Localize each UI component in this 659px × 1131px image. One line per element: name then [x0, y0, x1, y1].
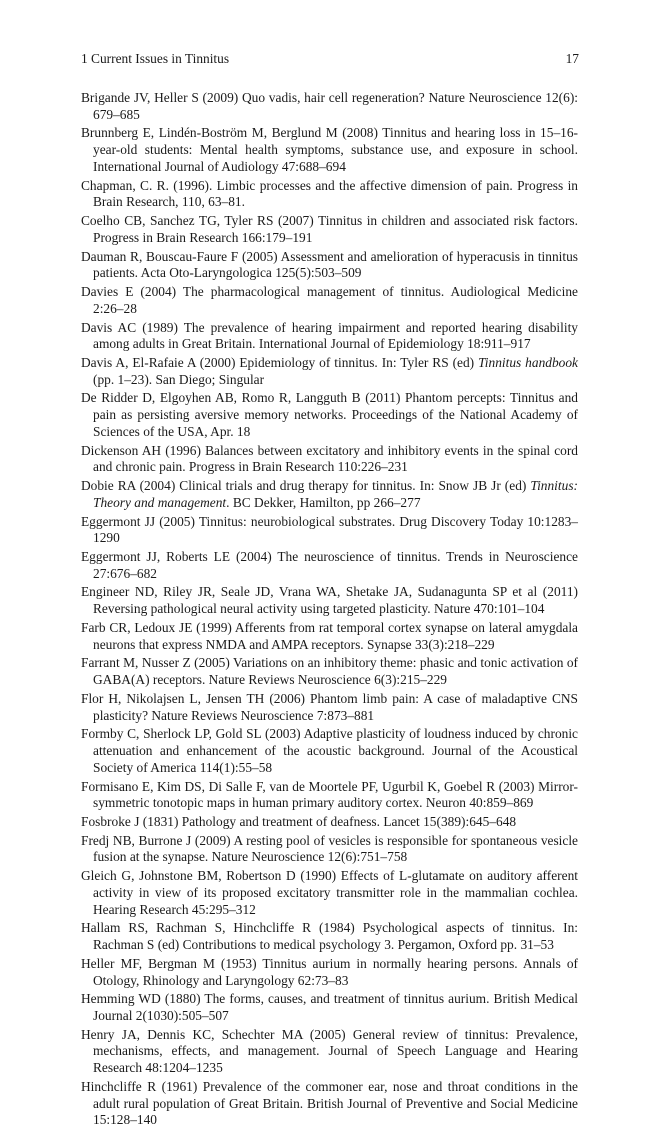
reference-entry: [81, 478, 578, 511]
reference-entry: [81, 691, 578, 724]
reference-text: Fosbroke J (1831) Pathology and treatment of deafness. Lancet 15(389):645–648: [81, 813, 517, 829]
reference-text: Dauman R, Bouscau-Faure F (2005) Assessment and amelioration of hyperacusis in tinnitus patients. Acta Oto-Laryngologica 125(5):503–509: [81, 248, 578, 281]
reference-entry: [81, 355, 578, 388]
reference-entry: [81, 125, 578, 175]
reference-text: Eggermont JJ (2005) Tinnitus: neurobiological substrates. Drug Discovery Today 10:1283–1290: [81, 513, 578, 546]
reference-text: Heller MF, Bergman M (1953) Tinnitus aurium in normally hearing persons. Annals of Otology, Rhinology and Laryngology 62:73–83: [81, 955, 578, 988]
reference-text: Formisano E, Kim DS, Di Salle F, van de Moortele PF, Ugurbil K, Goebel R (2003) Mirror-symmetric tonotopic maps in human primary auditory cortex. Neuron 40:859–869: [81, 778, 578, 811]
reference-entry: [81, 90, 578, 123]
reference-entry: [81, 213, 578, 246]
reference-entry: [81, 814, 578, 831]
reference-text: Flor H, Nikolajsen L, Jensen TH (2006) Phantom limb pain: A case of maladaptive CNS plasticity? Nature Reviews Neuroscience 7:873–881: [81, 690, 578, 723]
page-number: 17: [565, 51, 579, 66]
reference-entry: [81, 320, 578, 353]
reference-entry: [81, 991, 578, 1024]
reference-title-italic: Tinnitus handbook: [478, 354, 578, 370]
reference-entry: [81, 620, 578, 653]
reference-text: Formby C, Sherlock LP, Gold SL (2003) Adaptive plasticity of loudness induced by chronic attenuation and enhancement of the acoustic background. Journal of the Acoustical Society of America 114(1):55–58: [81, 726, 578, 775]
reference-entry: [81, 655, 578, 688]
reference-text: Dobie RA (2004) Clinical trials and drug therapy for tinnitus. In: Snow JB Jr (ed): [81, 478, 531, 494]
reference-text: Chapman, C. R. (1996). Limbic processes and the affective dimension of pain. Progress in Brain Research, 110, 63–81.: [81, 177, 578, 210]
reference-text: Henry JA, Dennis KC, Schechter MA (2005) General review of tinnitus: Prevalence, mechanisms, effects, and management. Journal of Speech Language and Hearing Research 48:1204–1235: [81, 1026, 578, 1076]
reference-text: Brunnberg E, Lindén-Boström M, Berglund M (2008) Tinnitus and hearing loss in 15–16-year-old students: Mental health symptoms, substance use, and exposure in school. International Journal of Audiology 47:688–694: [81, 125, 578, 174]
reference-entry: [81, 833, 578, 866]
reference-entry: [81, 549, 578, 582]
reference-text: Hemming WD (1880) The forms, causes, and treatment of tinnitus aurium. British Medical Journal 2(1030):505–507: [81, 991, 578, 1023]
reference-text: Hinchcliffe R (1961) Prevalence of the commoner ear, nose and throat conditions in the adult rural population of Great Britain. British Journal of Preventive and Social Medicine 15:128–140: [81, 1078, 578, 1128]
reference-entry: [81, 390, 578, 440]
reference-text: Gleich G, Johnstone BM, Robertson D (1990) Effects of L-glutamate on auditory afferent activity in view of its proposed excitatory transmitter role in the mammalian cochlea. Hearing Research 45:295–312: [81, 868, 578, 917]
reference-entry: [81, 726, 578, 776]
reference-entry: [81, 584, 578, 617]
reference-text: Fredj NB, Burrone J (2009) A resting pool of vesicles is responsible for spontaneous vesicle fusion at the synapse. Nature Neuroscience 12(6):751–758: [81, 832, 578, 865]
reference-text: Coelho CB, Sanchez TG, Tyler RS (2007) Tinnitus in children and associated risk factors. Progress in Brain Research 166:179–191: [81, 213, 578, 245]
reference-title-italic: Tinnitus: Theory and management: [93, 478, 578, 510]
reference-text: De Ridder D, Elgoyhen AB, Romo R, Langguth B (2011) Phantom percepts: Tinnitus and pain as persisting aversive memory networks. Proceedings of the National Academy of Sciences of the USA, Apr. 18: [81, 390, 578, 439]
reference-text: Farrant M, Nusser Z (2005) Variations on an inhibitory theme: phasic and tonic activation of GABA(A) receptors. Nature Reviews Neuroscience 6(3):215–229: [81, 655, 578, 688]
reference-entry: [81, 443, 578, 476]
reference-entry: [81, 920, 578, 953]
reference-entry: [81, 514, 578, 547]
reference-entry: [81, 868, 578, 918]
reference-list: [81, 90, 578, 1131]
reference-entry: [81, 956, 578, 989]
reference-text-tail: (pp. 1–23). San Diego; Singular: [93, 371, 265, 387]
reference-entry: [81, 1027, 578, 1077]
reference-text: Dickenson AH (1996) Balances between excitatory and inhibitory events in the spinal cord and chronic pain. Progress in Brain Research 110:226–231: [81, 442, 578, 475]
reference-text: Farb CR, Ledoux JE (1999) Afferents from rat temporal cortex synapse on lateral amygdala neurons that express NMDA and AMPA receptors. Synapse 33(3):218–229: [81, 619, 578, 652]
reference-entry: [81, 779, 578, 812]
reference-text: Davis A, El-Rafaie A (2000) Epidemiology of tinnitus. In: Tyler RS (ed): [81, 354, 479, 370]
reference-text: Brigande JV, Heller S (2009) Quo vadis, hair cell regeneration? Nature Neuroscience 12(6): 679–685: [81, 90, 578, 122]
reference-entry: [81, 1079, 578, 1129]
reference-entry: [81, 178, 578, 211]
reference-text: Hallam RS, Rachman S, Hinchcliffe R (1984) Psychological aspects of tinnitus. In: Rachman S (ed) Contributions to medical psychology 3. Pergamon, Oxford pp. 31–53: [81, 920, 578, 953]
reference-text-tail: . BC Dekker, Hamilton, pp 266–277: [226, 494, 421, 510]
reference-text: Eggermont JJ, Roberts LE (2004) The neuroscience of tinnitus. Trends in Neuroscience 27:676–682: [81, 549, 578, 581]
reference-text: Davis AC (1989) The prevalence of hearing impairment and reported hearing disability among adults in Great Britain. International Journal of Epidemiology 18:911–917: [81, 319, 578, 352]
page-header: [81, 50, 579, 68]
reference-text: Engineer ND, Riley JR, Seale JD, Vrana WA, Shetake JA, Sudanagunta SP et al (2011) Reversing pathological neural activity using targeted plasticity. Nature 470:101–104: [81, 584, 578, 617]
reference-entry: [81, 249, 578, 282]
reference-entry: [81, 284, 578, 317]
reference-text: Davies E (2004) The pharmacological management of tinnitus. Audiological Medicine 2:26–28: [81, 284, 578, 316]
running-title: 1 Current Issues in Tinnitus: [81, 51, 230, 66]
